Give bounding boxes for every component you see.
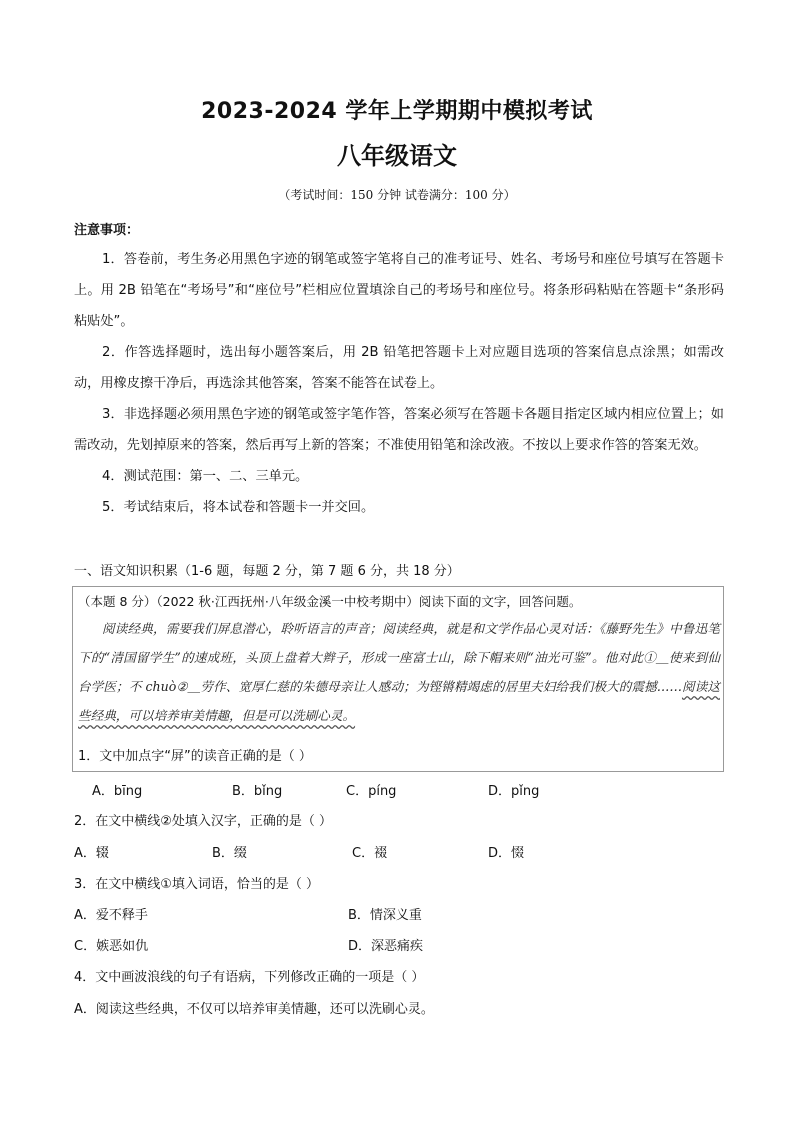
q1-option-c: C．píng: [346, 784, 397, 799]
passage-wavy-sentence: 阅读这些经典，可以培养审美情趣，但是可以洗刷心灵。: [78, 679, 720, 723]
exam-info: （考试时间：150 分钟 试卷满分：100 分）: [278, 188, 516, 202]
reading-passage: [78, 614, 720, 730]
section-heading: 一、语文知识积累（1-6 题，每题 2 分，第 7 题 6 分，共 18 分）: [74, 564, 460, 579]
notice-item: 2．作答选择题时，选出每小题答案后，用 2B 铅笔把答题卡上对应题目选项的答案信息点涂黑；如需改动，用橡皮擦干净后，再选涂其他答案，答案不能答在试卷上。: [74, 345, 724, 391]
q2-option-a: A．辍: [74, 846, 109, 861]
q3-option-a: A．爱不释手: [74, 908, 148, 923]
q3-option-c: C．嫉恶如仇: [74, 939, 149, 954]
q2-option-c: C．裰: [352, 846, 388, 861]
question-1-stem: 1．文中加点字“屏”的读音正确的是（ ）: [78, 749, 312, 764]
q1-option-a: A．bīng: [92, 784, 143, 799]
notice-item: 1．答卷前，考生务必用黑色字迹的钢笔或签字笔将自己的准考证号、姓名、考场号和座位号填写在答题卡上。用 2B 铅笔在“考场号”和“座位号”栏相应位置填涂自己的考场号和座位号。将条形码粘贴在答题卡“条形码粘贴处”。: [74, 252, 724, 329]
passage-text: 阅读经典，需要我们屏息潜心，聆听语言的声音；阅读经典，就是和文学作品心灵对话：《藤野先生》中鲁迅笔下的“清国留学生”的速成班，头顶上盘着大辫子，形成一座富士山，除下帽来则“油光可鉴”。他对此①＿使来到仙台学医；不 chuò②＿劳作、宽厚仁慈的朱德母亲让人感动；为铿锵精竭虑的居里夫妇给我们极大的震撼……: [78, 621, 720, 694]
question-4-stem: 4．文中画波浪线的句子有语病，下列修改正确的一项是（ ）: [74, 970, 425, 985]
q1-option-d: D．pǐng: [488, 784, 540, 799]
q2-option-d: D．惙: [488, 846, 525, 861]
reading-box: [72, 586, 724, 772]
q4-option-a: A．阅读这些经典，不仅可以培养审美情趣，还可以洗刷心灵。: [74, 1002, 434, 1017]
q1-option-b: B．bǐng: [232, 784, 283, 799]
reading-box-header: （本题 8 分）（2022 秋·江西抚州·八年级金溪一中校考期中）阅读下面的文字，回答问题。: [78, 594, 582, 609]
notice-list: [74, 244, 724, 523]
q3-option-b: B．情深义重: [348, 908, 422, 923]
notice-heading: 注意事项：: [74, 223, 140, 238]
exam-title: 2023-2024 学年上学期期中模拟考试: [201, 99, 593, 124]
notice-item: 5．考试结束后，将本试卷和答题卡一并交回。: [102, 500, 375, 515]
question-2-stem: 2．在文中横线②处填入汉字，正确的是（ ）: [74, 814, 333, 829]
q2-option-b: B．缀: [212, 846, 247, 861]
exam-subject: 八年级语文: [337, 142, 457, 170]
notice-item: 3．非选择题必须用黑色字迹的钢笔或签字笔作答，答案必须写在答题卡各题目指定区域内相应位置上；如需改动，先划掉原来的答案，然后再写上新的答案；不准使用铅笔和涂改液。不按以上要求作答的答案无效。: [74, 407, 724, 453]
question-3-stem: 3．在文中横线①填入词语，恰当的是（ ）: [74, 877, 320, 892]
notice-item: 4．测试范围：第一、二、三单元。: [102, 469, 309, 484]
q3-option-d: D．深恶痛疾: [348, 939, 424, 954]
